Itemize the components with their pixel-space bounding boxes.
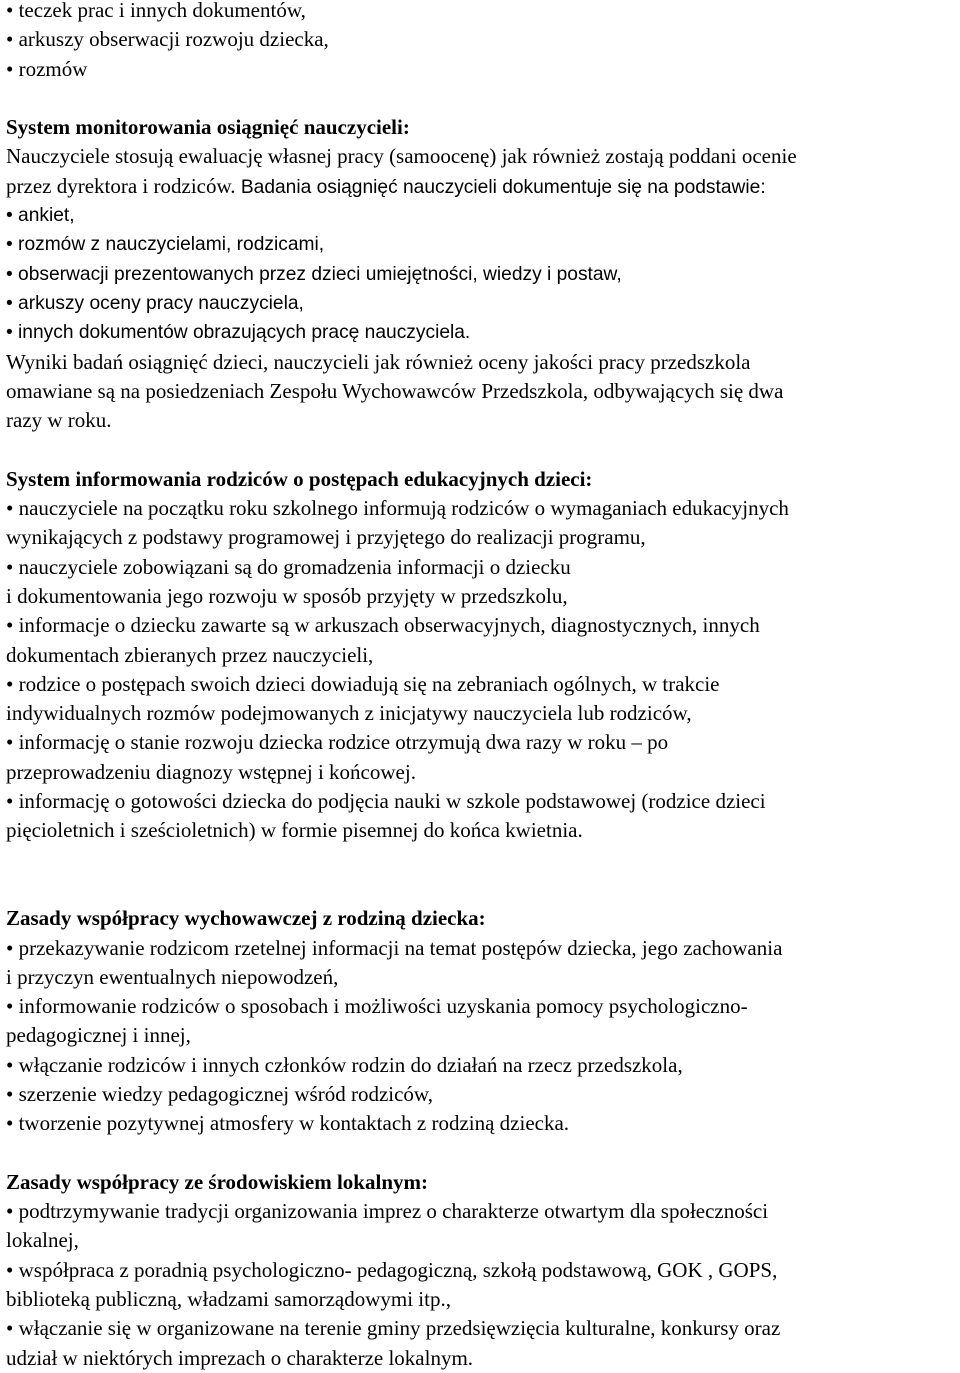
paragraph-line: omawiane są na posiedzeniach Zespołu Wychowawców Przedszkola, odbywających się dwa [6, 378, 784, 403]
paragraph-line: i przyczyn ewentualnych niepowodzeń, [6, 964, 339, 989]
section-heading: System informowania rodziców o postępach edukacyjnych dzieci: [6, 466, 593, 491]
paragraph-line: biblioteką publiczną, władzami samorządowymi itp., [6, 1287, 451, 1312]
list-item: • obserwacji prezentowanych przez dzieci umiejętności, wiedzy i postaw, [6, 263, 622, 285]
list-item: • arkuszy oceny pracy nauczyciela, [6, 292, 304, 314]
spacer [6, 1139, 954, 1168]
paragraph-line: • przekazywanie rodzicom rzetelnej informacji na temat postępów dziecka, jego zachowania [6, 935, 783, 960]
paragraph-line: • informowanie rodziców o sposobach i możliwości uzyskania pomocy psychologiczno- [6, 994, 748, 1019]
paragraph-line: razy w roku. [6, 408, 112, 433]
paragraph-line: Nauczyciele stosują ewaluację własnej pracy (samoocenę) jak również zostają poddani ocenie [6, 144, 797, 169]
spacer [6, 435, 954, 464]
document-page [6, 0, 954, 1373]
paragraph-line [6, 172, 954, 201]
paragraph-line: indywidualnych rozmów podejmowanych z inicjatywy nauczyciela lub rodziców, [6, 701, 692, 726]
section-family-cooperation [6, 904, 954, 1138]
paragraph-line: i dokumentowania jego rozwoju w sposób przyjęty w przedszkolu, [6, 583, 568, 608]
paragraph-line: • podtrzymywanie tradycji organizowania imprez o charakterze otwartym dla społeczności [6, 1199, 769, 1224]
spacer [6, 846, 954, 905]
paragraph-line: • włączanie rodziców i innych członków rodzin do działań na rzecz przedszkola, [6, 1052, 683, 1077]
paragraph-line: • nauczyciele na początku roku szkolnego informują rodziców o wymaganiach edukacyjnych [6, 496, 789, 521]
paragraph-line: • szerzenie wiedzy pedagogicznej wśród rodziców, [6, 1081, 433, 1106]
section-heading: Zasady współpracy wychowawczej z rodziną dziecka: [6, 906, 486, 931]
section-heading: System monitorowania osiągnięć nauczycieli: [6, 115, 410, 140]
paragraph-line: udział w niektórych imprezach o charakterze lokalnym. [6, 1345, 474, 1370]
paragraph-line: • informację o gotowości dziecka do podjęcia nauki w szkole podstawowej (rodzice dzieci [6, 789, 766, 814]
paragraph-line: lokalnej, [6, 1228, 79, 1253]
section-heading: Zasady współpracy ze środowiskiem lokalnym: [6, 1169, 428, 1194]
paragraph-fragment: przez dyrektora i rodziców. [6, 173, 236, 198]
paragraph-line: wynikających z podstawy programowej i przyjętego do realizacji programu, [6, 525, 646, 550]
section-teachers-monitoring [6, 113, 954, 435]
paragraph-line: pięcioletnich i sześcioletnich) w formie pisemnej do końca kwietnia. [6, 818, 583, 843]
paragraph-line: • nauczyciele zobowiązani są do gromadzenia informacji o dziecku [6, 554, 571, 579]
section-community-cooperation [6, 1168, 954, 1373]
top-list [6, 0, 954, 84]
paragraph-line: • współpraca z poradnią psychologiczno- pedagogiczną, szkołą podstawową, GOK , GOPS, [6, 1257, 778, 1282]
list-item: • arkuszy obserwacji rozwoju dziecka, [6, 27, 329, 52]
paragraph-line: Wyniki badań osiągnięć dzieci, nauczycieli jak również oceny jakości pracy przedszkola [6, 349, 751, 374]
spacer [6, 84, 954, 113]
paragraph-line: • tworzenie pozytywnej atmosfery w kontaktach z rodziną dziecka. [6, 1111, 570, 1136]
list-item: • ankiet, [6, 205, 75, 227]
section-parents-information [6, 465, 954, 846]
paragraph-line: • włączanie się w organizowane na terenie gminy przedsięwzięcia kulturalne, konkursy oraz [6, 1316, 781, 1341]
paragraph-line: przeprowadzeniu diagnozy wstępnej i końcowej. [6, 759, 416, 784]
paragraph-line: • informacje o dziecku zawarte są w arkuszach obserwacyjnych, diagnostycznych, innych [6, 613, 760, 638]
list-item: • teczek prac i innych dokumentów, [6, 0, 306, 22]
paragraph-line: • informację o stanie rozwoju dziecka rodzice otrzymują dwa razy w roku – po [6, 730, 669, 755]
list-item: • rozmów z nauczycielami, rodzicami, [6, 234, 325, 256]
paragraph-line: • rodzice o postępach swoich dzieci dowiadują się na zebraniach ogólnych, w trakcie [6, 671, 720, 696]
paragraph-line: dokumentach zbieranych przez nauczycieli, [6, 642, 374, 667]
list-item: • rozmów [6, 56, 88, 81]
list-item: • innych dokumentów obrazujących pracę nauczyciela. [6, 322, 471, 344]
paragraph-line: pedagogicznej i innej, [6, 1023, 191, 1048]
paragraph-fragment: Badania osiągnięć nauczycieli dokumentuje się na podstawie: [235, 176, 766, 198]
